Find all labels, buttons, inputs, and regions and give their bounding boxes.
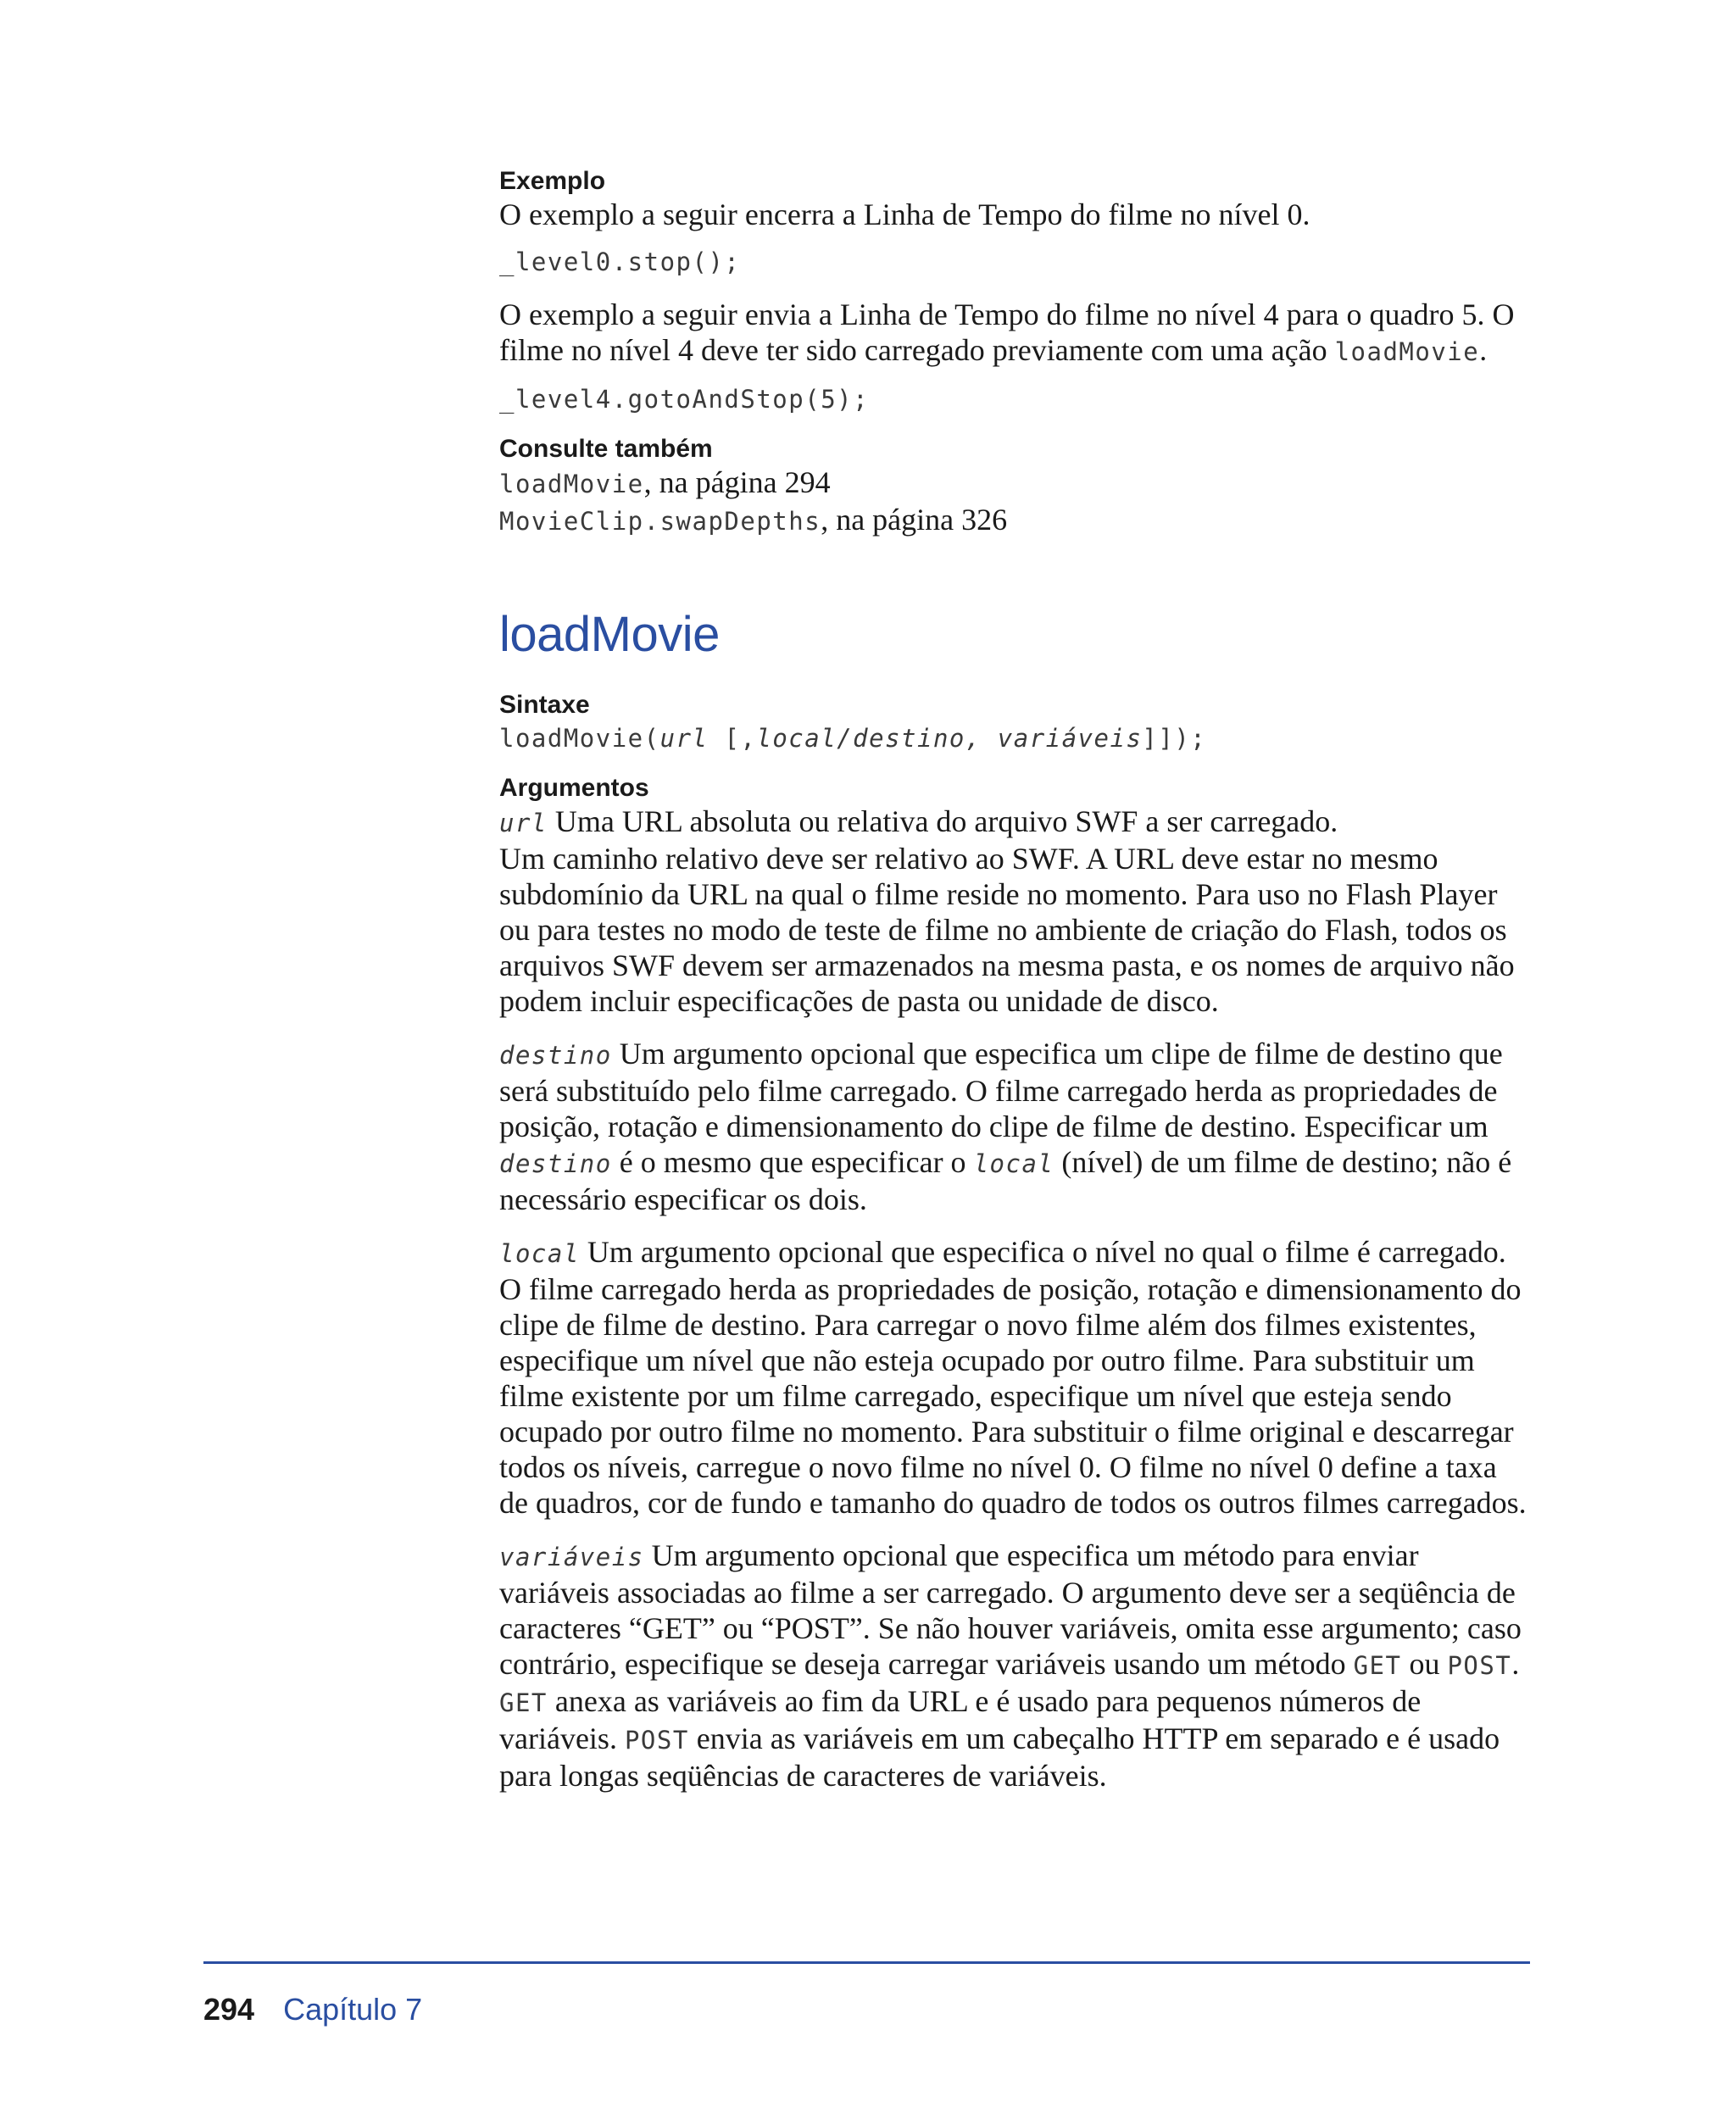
inline-code: GET bbox=[499, 1688, 548, 1717]
code-run: [, bbox=[708, 724, 757, 753]
see-also-page-ref: , na página 294 bbox=[643, 465, 831, 499]
code-example-2: _level4.gotoAndStop(5); bbox=[499, 385, 870, 414]
argument-name: url bbox=[499, 809, 548, 837]
text-run: O exemplo a seguir envia a Linha de Tempo do filme no nível 4 para o quadro 5. O filme no nível 4 deve ter sido carregado previamente com uma ação bbox=[499, 298, 1515, 367]
argument-local bbox=[499, 1234, 1529, 1521]
page-footer bbox=[203, 1992, 422, 2027]
see-also-item bbox=[499, 502, 1529, 539]
argument-description: anexa as variáveis ao fim da URL e é usado para pequenos números de variáveis. bbox=[499, 1684, 1422, 1755]
inline-code: POST bbox=[624, 1726, 689, 1755]
argument-description: é o mesmo que especificar o bbox=[611, 1145, 974, 1179]
code-param: local/destino, variáveis bbox=[756, 724, 1143, 753]
argument-name: destino bbox=[499, 1041, 612, 1070]
see-also-link-code[interactable]: MovieClip.swapDepths bbox=[499, 507, 821, 536]
argument-description: . bbox=[1511, 1647, 1520, 1681]
argument-destino bbox=[499, 1036, 1529, 1217]
argument-description: (nível) de um filme de destino; não é necessário especificar os dois. bbox=[499, 1145, 1512, 1216]
text-run: . bbox=[1479, 333, 1488, 367]
example-heading: Exemplo bbox=[499, 167, 606, 195]
argument-description: Um argumento opcional que especifica o nível no qual o filme é carregado. O filme carregado herda as propriedades de posição, rotação e dimensionamento do clipe de filme de destino. Para carregar o novo filme além dos filmes existentes, especifique um nível que não esteja ocupado por outro filme. Para substituir um filme existente por um filme carregado, especifique um nível que esteja sendo ocupado por outro filme no momento. Para substituir o filme original e descarregar todos os níveis, carregue o novo filme no nível 0. O filme no nível 0 define a taxa de quadros, cor de fundo e tamanho do quadro de todos os outros filmes carregados. bbox=[499, 1235, 1527, 1520]
see-also-item bbox=[499, 464, 1529, 502]
arguments-heading: Argumentos bbox=[499, 774, 649, 802]
inline-code: loadMovie bbox=[1334, 337, 1480, 366]
argument-variaveis bbox=[499, 1538, 1529, 1794]
argument-description: Um argumento opcional que especifica um clipe de filme de destino que será substituído pelo filme carregado. O filme carregado herda as propriedades de posição, rotação e dimensionamento do clipe de filme de destino. Especificar um bbox=[499, 1037, 1503, 1143]
example-paragraph-1: O exemplo a seguir encerra a Linha de Tempo do filme no nível 0. bbox=[499, 197, 1310, 231]
syntax-heading: Sintaxe bbox=[499, 691, 590, 719]
code-run: loadMovie( bbox=[499, 724, 660, 753]
argument-name: variáveis bbox=[499, 1543, 644, 1571]
footer-divider bbox=[203, 1961, 1530, 1964]
argument-url-detail: Um caminho relativo deve ser relativo ao SWF. A URL deve estar no mesmo subdomínio da URL na qual o filme reside no momento. Para uso no Flash Player ou para testes no modo de teste de filme no ambiente de criação do Flash, todos os arquivos SWF devem ser armazenados na mesma pasta, e os nomes de arquivo não podem incluir especificações de pasta ou unidade de disco. bbox=[499, 842, 1515, 1018]
code-run: ]]); bbox=[1142, 724, 1207, 753]
see-also-page-ref: , na página 326 bbox=[821, 503, 1008, 537]
example-paragraph-2 bbox=[499, 297, 1529, 370]
chapter-label: Capítulo 7 bbox=[283, 1992, 423, 2027]
page-content bbox=[499, 166, 1529, 1794]
page-number: 294 bbox=[203, 1992, 255, 2027]
inline-code: GET bbox=[1353, 1651, 1402, 1680]
code-example-1: _level0.stop(); bbox=[499, 247, 741, 276]
argument-url bbox=[499, 804, 1529, 841]
see-also-link-code[interactable]: loadMovie bbox=[499, 470, 644, 498]
argument-description: ou bbox=[1401, 1647, 1448, 1681]
code-param: url bbox=[659, 724, 709, 753]
inline-code: local bbox=[973, 1149, 1054, 1178]
syntax-code bbox=[499, 720, 1529, 756]
argument-description: envia as variáveis em um cabeçalho HTTP em separado e é usado para longas seqüências de caracteres de variáveis. bbox=[499, 1721, 1500, 1793]
inline-code: POST bbox=[1447, 1651, 1512, 1680]
section-title: loadMovie bbox=[499, 607, 720, 662]
inline-code: destino bbox=[499, 1149, 612, 1178]
see-also-heading: Consulte também bbox=[499, 435, 713, 463]
argument-name: local bbox=[499, 1239, 580, 1268]
argument-description: Uma URL absoluta ou relativa do arquivo SWF a ser carregado. bbox=[547, 804, 1338, 838]
argument-description: Um argumento opcional que especifica um método para enviar variáveis associadas ao filme a ser carregado. O argumento deve ser a seqüência de caracteres “GET” ou “POST”. Se não houver variáveis, omita esse argumento; caso contrário, especifique se deseja carregar variáveis usando um método bbox=[499, 1538, 1522, 1681]
